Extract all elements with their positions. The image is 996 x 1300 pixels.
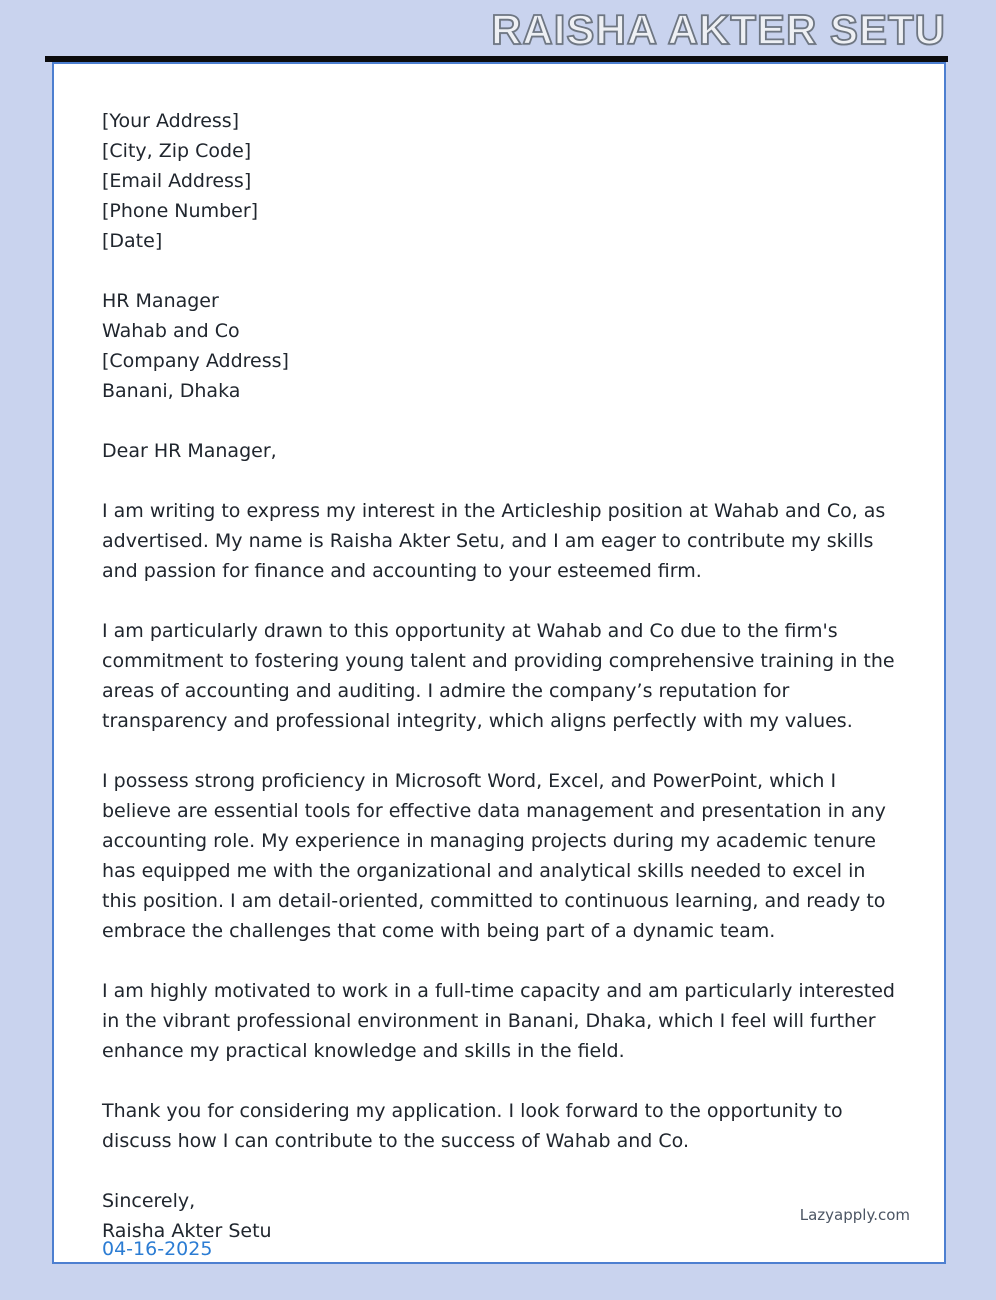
recipient-company-line: Wahab and Co xyxy=(102,320,240,342)
candidate-name-heading: RAISHA AKTER SETU xyxy=(491,6,946,53)
sender-phone-line: [Phone Number] xyxy=(102,200,259,222)
footer-date: 04-16-2025 xyxy=(102,1238,213,1260)
signature-block xyxy=(102,1186,896,1246)
sender-city-line: [City, Zip Code] xyxy=(102,140,252,162)
signature-name: Raisha Akter Setu xyxy=(102,1220,272,1242)
lazyapply-watermark: Lazyapply.com xyxy=(799,1206,910,1224)
letter-page xyxy=(52,62,946,1264)
recipient-city-line: Banani, Dhaka xyxy=(102,380,241,402)
salutation: Dear HR Manager, xyxy=(102,440,277,462)
paragraph-thanks: Thank you for considering my application. I look forward to the opportunity to discuss how I can contribute to the success of Wahab and Co. xyxy=(102,1100,843,1152)
sender-date-line: [Date] xyxy=(102,230,163,252)
paragraph-intro: I am writing to express my interest in the Articleship position at Wahab and Co, as advertised. My name is Raisha Akter Setu, and I am eager to contribute my skills and passion for finance and accounting to your esteemed firm. xyxy=(102,500,886,582)
paragraph-skills: I possess strong proficiency in Microsoft Word, Excel, and PowerPoint, which I believe are essential tools for effective data management and presentation in any accounting role. My experience in managing projects during my academic tenure has equipped me with the organizational and analytical skills needed to excel in this position. I am detail-oriented, committed to continuous learning, and ready to embrace the challenges that come with being part of a dynamic team. xyxy=(102,770,886,942)
paragraph-availability: I am highly motivated to work in a full-time capacity and am particularly interested in the vibrant professional environment in Banani, Dhaka, which I feel will further enhance my practical knowledge and skills in the field. xyxy=(102,980,895,1062)
sender-email-line: [Email Address] xyxy=(102,170,252,192)
recipient-address-line: [Company Address] xyxy=(102,350,289,372)
sender-address-block xyxy=(102,106,896,256)
paragraph-motivation: I am particularly drawn to this opportunity at Wahab and Co due to the firm's commitment to fostering young talent and providing comprehensive training in the areas of accounting and auditing. I admire the company’s reputation for transparency and professional integrity, which aligns perfectly with my values. xyxy=(102,620,895,732)
sender-address-line: [Your Address] xyxy=(102,110,240,132)
recipient-address-block xyxy=(102,286,896,406)
closing: Sincerely, xyxy=(102,1190,196,1212)
letter-header xyxy=(0,0,996,56)
recipient-title-line: HR Manager xyxy=(102,290,219,312)
